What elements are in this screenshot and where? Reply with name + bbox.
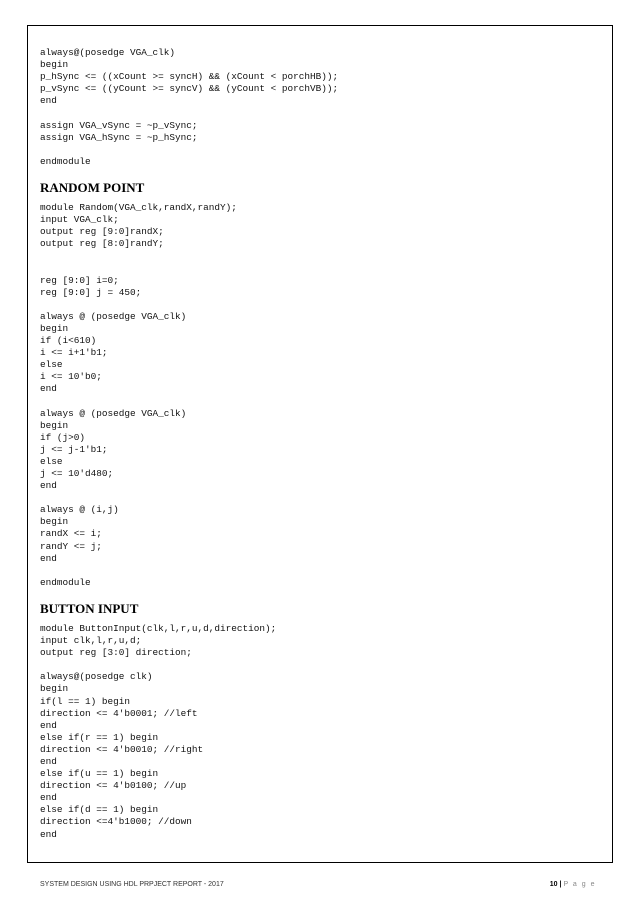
code-line: end	[40, 552, 57, 564]
code-line	[40, 299, 600, 311]
code-line: end	[40, 95, 57, 107]
code-line: always@(posedge clk)	[40, 671, 153, 683]
code-line	[40, 250, 600, 262]
code-line: j <= j-1'b1;	[40, 443, 108, 455]
code-line: begin	[40, 59, 69, 71]
code-block-random-point	[40, 202, 600, 589]
code-line: p_hSync <= ((xCount >= syncH) && (xCount < porchHB));	[40, 71, 339, 83]
code-line: else	[40, 359, 63, 371]
code-line: module ButtonInput(clk,l,r,u,d,direction);	[40, 622, 277, 634]
code-line: begin	[40, 683, 69, 695]
code-line: direction <= 4'b0100; //up	[40, 780, 187, 792]
code-line: endmodule	[40, 576, 91, 588]
code-line: i <= i+1'b1;	[40, 347, 108, 359]
code-line: direction <= 4'b0010; //right	[40, 743, 204, 755]
code-line: begin	[40, 322, 69, 334]
code-line: else if(d == 1) begin	[40, 804, 159, 816]
code-block-button-input	[40, 623, 600, 841]
code-line: randY <= j;	[40, 540, 102, 552]
code-line: assign VGA_vSync = ~p_vSync;	[40, 119, 198, 131]
code-line: assign VGA_hSync = ~p_hSync;	[40, 131, 198, 143]
code-block-vga-sync	[40, 47, 600, 168]
code-line: end	[40, 792, 57, 804]
code-line	[40, 262, 600, 274]
section-heading-button-input: BUTTON INPUT	[40, 600, 139, 616]
footer-page-label: P a g e	[563, 881, 596, 888]
code-line: else if(r == 1) begin	[40, 731, 159, 743]
code-line: reg [9:0] i=0;	[40, 274, 119, 286]
code-line: end	[40, 755, 57, 767]
code-line: output reg [8:0]randY;	[40, 238, 164, 250]
code-line: always @ (i,j)	[40, 504, 119, 516]
code-line: module Random(VGA_clk,randX,randY);	[40, 201, 237, 213]
code-line: else if(u == 1) begin	[40, 768, 159, 780]
code-line: else	[40, 455, 63, 467]
code-line: direction <= 4'b0001; //left	[40, 707, 198, 719]
code-line: always @ (posedge VGA_clk)	[40, 310, 187, 322]
footer-page-indicator	[550, 881, 596, 888]
code-line	[40, 144, 600, 156]
code-line	[40, 565, 600, 577]
code-line: always@(posedge VGA_clk)	[40, 47, 176, 58]
code-line: if (i<610)	[40, 334, 97, 346]
code-line: p_vSync <= ((yCount >= syncV) && (yCount < porchVB));	[40, 83, 339, 95]
code-line: output reg [9:0]randX;	[40, 226, 164, 238]
code-line: if (j>0)	[40, 431, 86, 443]
document-body	[40, 47, 600, 841]
code-line: end	[40, 719, 57, 731]
code-line: end	[40, 828, 57, 840]
footer-separator: |	[559, 881, 562, 888]
code-line: randX <= i;	[40, 528, 102, 540]
code-line: direction <=4'b1000; //down	[40, 816, 192, 828]
code-line: j <= 10'd480;	[40, 468, 114, 479]
code-line: input clk,l,r,u,d;	[40, 635, 142, 647]
code-line: begin	[40, 419, 69, 431]
section-heading-random-point: RANDOM POINT	[40, 179, 145, 195]
code-line: end	[40, 383, 57, 395]
page-footer	[40, 881, 596, 893]
code-line: output reg [3:0] direction;	[40, 647, 192, 659]
code-line: endmodule	[40, 155, 91, 167]
footer-page-number: 10	[549, 881, 558, 888]
code-line	[40, 395, 600, 407]
footer-report-title: SYSTEM DESIGN USING HDL PRPJECT REPORT - 2017	[40, 881, 224, 888]
code-line	[40, 659, 600, 671]
code-line: reg [9:0] j = 450;	[40, 286, 142, 298]
code-line	[40, 107, 600, 119]
code-line: input VGA_clk;	[40, 214, 119, 226]
code-line	[40, 492, 600, 504]
code-line: always @ (posedge VGA_clk)	[40, 407, 187, 419]
code-line: begin	[40, 516, 69, 528]
code-line: i <= 10'b0;	[40, 371, 102, 383]
code-line: end	[40, 480, 57, 492]
code-line: if(l == 1) begin	[40, 695, 131, 707]
